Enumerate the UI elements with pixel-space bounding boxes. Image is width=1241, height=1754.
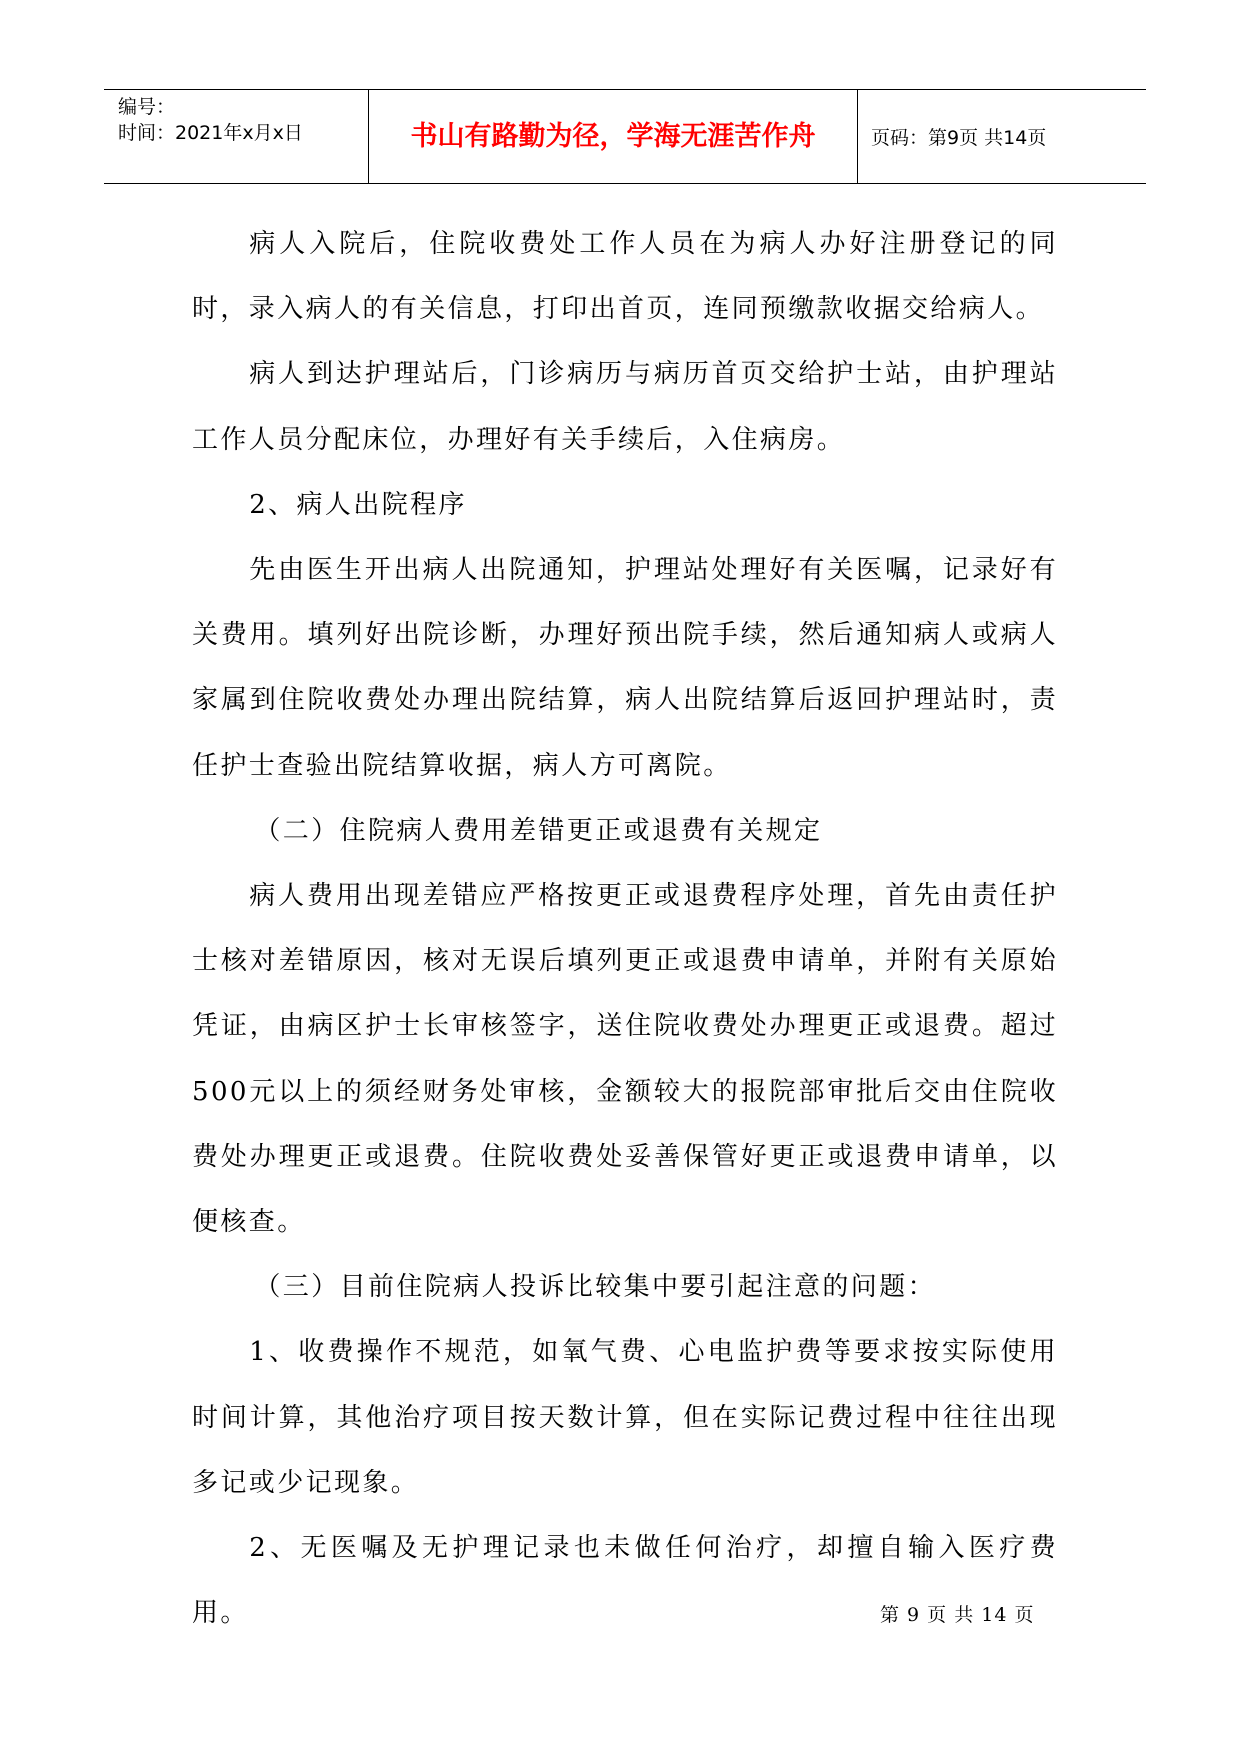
document-number-label: 编号： [118,96,176,118]
document-time-label: 时间：2021年x月x日 [118,122,303,144]
paragraph-nursing-station: 病人到达护理站后，门诊病历与病历首页交给护士站，由护理站工作人员分配床位，办理好有关手续后，入住病房。 [192,359,1058,455]
document-body [192,212,1058,1646]
paragraph-discharge: 先由医生开出病人出院通知，护理站处理好有关医嘱，记录好有关费用。填列好出院诊断，办理好预出院手续，然后通知病人或病人家属到住院收费处办理出院结算，病人出院结算后返回护理站时，责任护士查验出院结算收据，病人方可离院。 [192,555,1058,781]
paragraph-issue-one: 1、收费操作不规范，如氧气费、心电监护费等要求按实际使用时间计算，其他治疗项目按天数计算，但在实际记费过程中往往出现多记或少记现象。 [192,1337,1058,1498]
heading-section-two: （二）住院病人费用差错更正或退费有关规定 [254,815,823,846]
paragraph-admission: 病人入院后，住院收费处工作人员在为病人办好注册登记的同时，录入病人的有关信息，打印出首页，连同预缴款收据交给病人。 [192,229,1058,325]
header-motto-cell [368,90,858,183]
header-page-cell [857,90,1146,183]
page-header [104,89,1146,184]
paragraph-issue-two: 2、无医嘱及无护理记录也未做任何治疗，却擅自输入医疗费用。 [192,1533,1058,1629]
paragraph-refund-rules: 病人费用出现差错应严格按更正或退费程序处理，首先由责任护士核对差错原因，核对无误后填列更正或退费申请单，并附有关原始凭证，由病区护士长审核签字，送住院收费处办理更正或退费。超过500元以上的须经财务处审核，金额较大的报院部审批后交由住院收费处办理更正或退费。住院收费处妥善保管好更正或退费申请单，以便核查。 [192,881,1058,1238]
header-info-cell [104,90,368,183]
header-page-number: 页码：第9页 共14页 [871,127,1047,149]
heading-discharge-procedure: 2、病人出院程序 [249,489,467,520]
header-motto: 书山有路勤为径，学海无涯苦作舟 [410,121,816,152]
page-footer: 第 9 页 共 14 页 [880,1604,1035,1626]
heading-section-three: （三）目前住院病人投诉比较集中要引起注意的问题： [254,1272,936,1303]
